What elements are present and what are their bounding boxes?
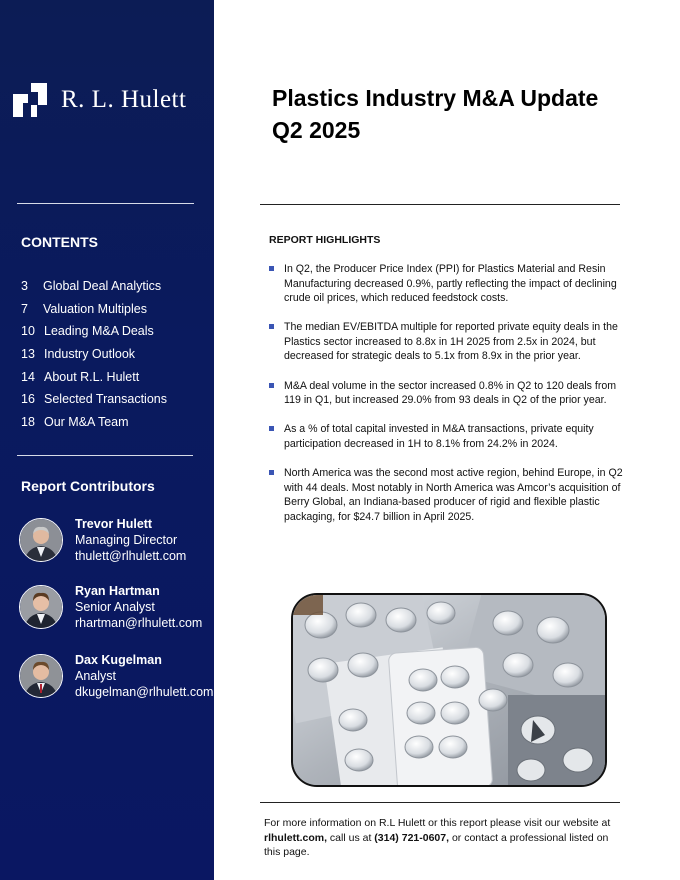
blister-pack-photo xyxy=(291,593,607,787)
highlight-item xyxy=(269,262,629,306)
blister-pack-illustration xyxy=(293,595,605,785)
sidebar-divider-bottom xyxy=(17,455,193,456)
highlight-text: The median EV/EBITDA multiple for reported private equity deals in the Plastics sector increased to 8.8x in 1H 2025 from 2.5x in 2024, but decreased for strategic deals to 5.1x from 8.9x in the prior year. xyxy=(284,321,618,363)
person-photo-icon xyxy=(20,655,62,697)
contributors-heading: Report Contributors xyxy=(21,478,155,494)
highlight-item xyxy=(269,379,629,408)
contributor-role: Senior Analyst xyxy=(75,600,155,614)
toc-page: 18 xyxy=(21,415,35,430)
contributor-email[interactable]: thulett@rlhulett.com xyxy=(75,549,187,563)
contributor-email[interactable]: rhartman@rlhulett.com xyxy=(75,616,203,630)
contributor-name: Ryan Hartman xyxy=(75,584,160,598)
footer-text: call us at xyxy=(327,831,375,844)
toc-page: 13 xyxy=(21,347,35,362)
toc-item[interactable] xyxy=(21,324,167,347)
contributor-role: Analyst xyxy=(75,669,116,683)
avatar xyxy=(19,654,63,698)
toc-label: Leading M&A Deals xyxy=(44,324,154,339)
page-title-line-2: Q2 2025 xyxy=(272,117,361,143)
bullet-icon xyxy=(269,266,274,271)
toc-page: 10 xyxy=(21,324,35,339)
contributor-card xyxy=(19,585,202,631)
highlight-item xyxy=(269,422,629,451)
footer-divider xyxy=(260,802,620,803)
toc-page: 16 xyxy=(21,392,35,407)
table-of-contents xyxy=(21,279,167,438)
bullet-icon xyxy=(269,383,274,388)
website-link[interactable]: rlhulett.com, xyxy=(264,831,328,844)
contributor-name: Trevor Hulett xyxy=(75,517,153,531)
toc-item[interactable] xyxy=(21,302,167,325)
toc-item[interactable] xyxy=(21,279,167,302)
bullet-icon xyxy=(269,324,274,329)
highlight-text: In Q2, the Producer Price Index (PPI) for Plastics Material and Resin Manufacturing decreased 0.9%, partly reflecting the impact of declining crude oil prices, which reduced feedstock costs. xyxy=(284,263,617,305)
highlight-item xyxy=(269,466,629,524)
brand-logo xyxy=(13,83,186,117)
contributor-name: Dax Kugelman xyxy=(75,653,162,667)
toc-page: 7 xyxy=(21,301,28,316)
highlight-text: As a % of total capital invested in M&A transactions, private equity participation decreased in 1H to 8.1% from 24.2% in 2024. xyxy=(284,423,594,450)
title-divider xyxy=(260,204,620,205)
contributor-card xyxy=(19,654,213,700)
toc-item[interactable] xyxy=(21,415,167,438)
footer-contact xyxy=(264,816,624,860)
sidebar xyxy=(0,0,214,880)
toc-label: Selected Transactions xyxy=(44,392,167,407)
page-title-line-1: Plastics Industry M&A Update xyxy=(272,85,599,111)
toc-item[interactable] xyxy=(21,347,167,370)
bullet-icon xyxy=(269,426,274,431)
highlight-text: M&A deal volume in the sector increased 0.8% in Q2 to 120 deals from 119 in Q1, but increased 29.0% from 93 deals in Q2 of the prior year. xyxy=(284,379,617,407)
brand-name: R. L. Hulett xyxy=(61,86,187,113)
person-photo-icon xyxy=(20,519,62,561)
contributor-role: Managing Director xyxy=(75,533,178,547)
toc-item[interactable] xyxy=(21,392,167,415)
toc-label: Global Deal Analytics xyxy=(43,279,162,293)
contributor-card xyxy=(19,518,186,564)
toc-page: 3 xyxy=(21,279,28,293)
hulett-logo-icon xyxy=(13,83,47,117)
footer-text: For more information on R.L Hulett or this report please visit our website at xyxy=(264,817,611,829)
phone-number[interactable]: (314) 721-0607, xyxy=(374,831,450,844)
bullet-icon xyxy=(269,470,274,475)
toc-page: 14 xyxy=(21,369,35,384)
contents-heading: CONTENTS xyxy=(21,234,98,250)
toc-label: Industry Outlook xyxy=(44,347,136,362)
toc-label: About R.L. Hulett xyxy=(44,369,140,384)
toc-label: Valuation Multiples xyxy=(43,301,147,316)
toc-label: Our M&A Team xyxy=(44,415,129,430)
highlights-list xyxy=(269,262,629,539)
toc-item[interactable] xyxy=(21,370,167,393)
footer-text: or contact a professional listed on this page. xyxy=(264,831,609,858)
sidebar-divider-top xyxy=(17,203,194,204)
highlight-text: North America was the second most active region, behind Europe, in Q2 with 44 deals. Most notably in North America was Amcor’s acquisition of Berry Global, an Indiana-based producer of rigid and flexible plastic packaging, for $24.7 billion in April 2025. xyxy=(284,466,623,523)
contributor-email[interactable]: dkugelman@rlhulett.com xyxy=(75,685,214,699)
avatar xyxy=(19,518,63,562)
page-title xyxy=(272,82,598,146)
person-photo-icon xyxy=(20,586,62,628)
highlight-item xyxy=(269,320,629,364)
highlights-heading: REPORT HIGHLIGHTS xyxy=(269,234,381,246)
avatar xyxy=(19,585,63,629)
